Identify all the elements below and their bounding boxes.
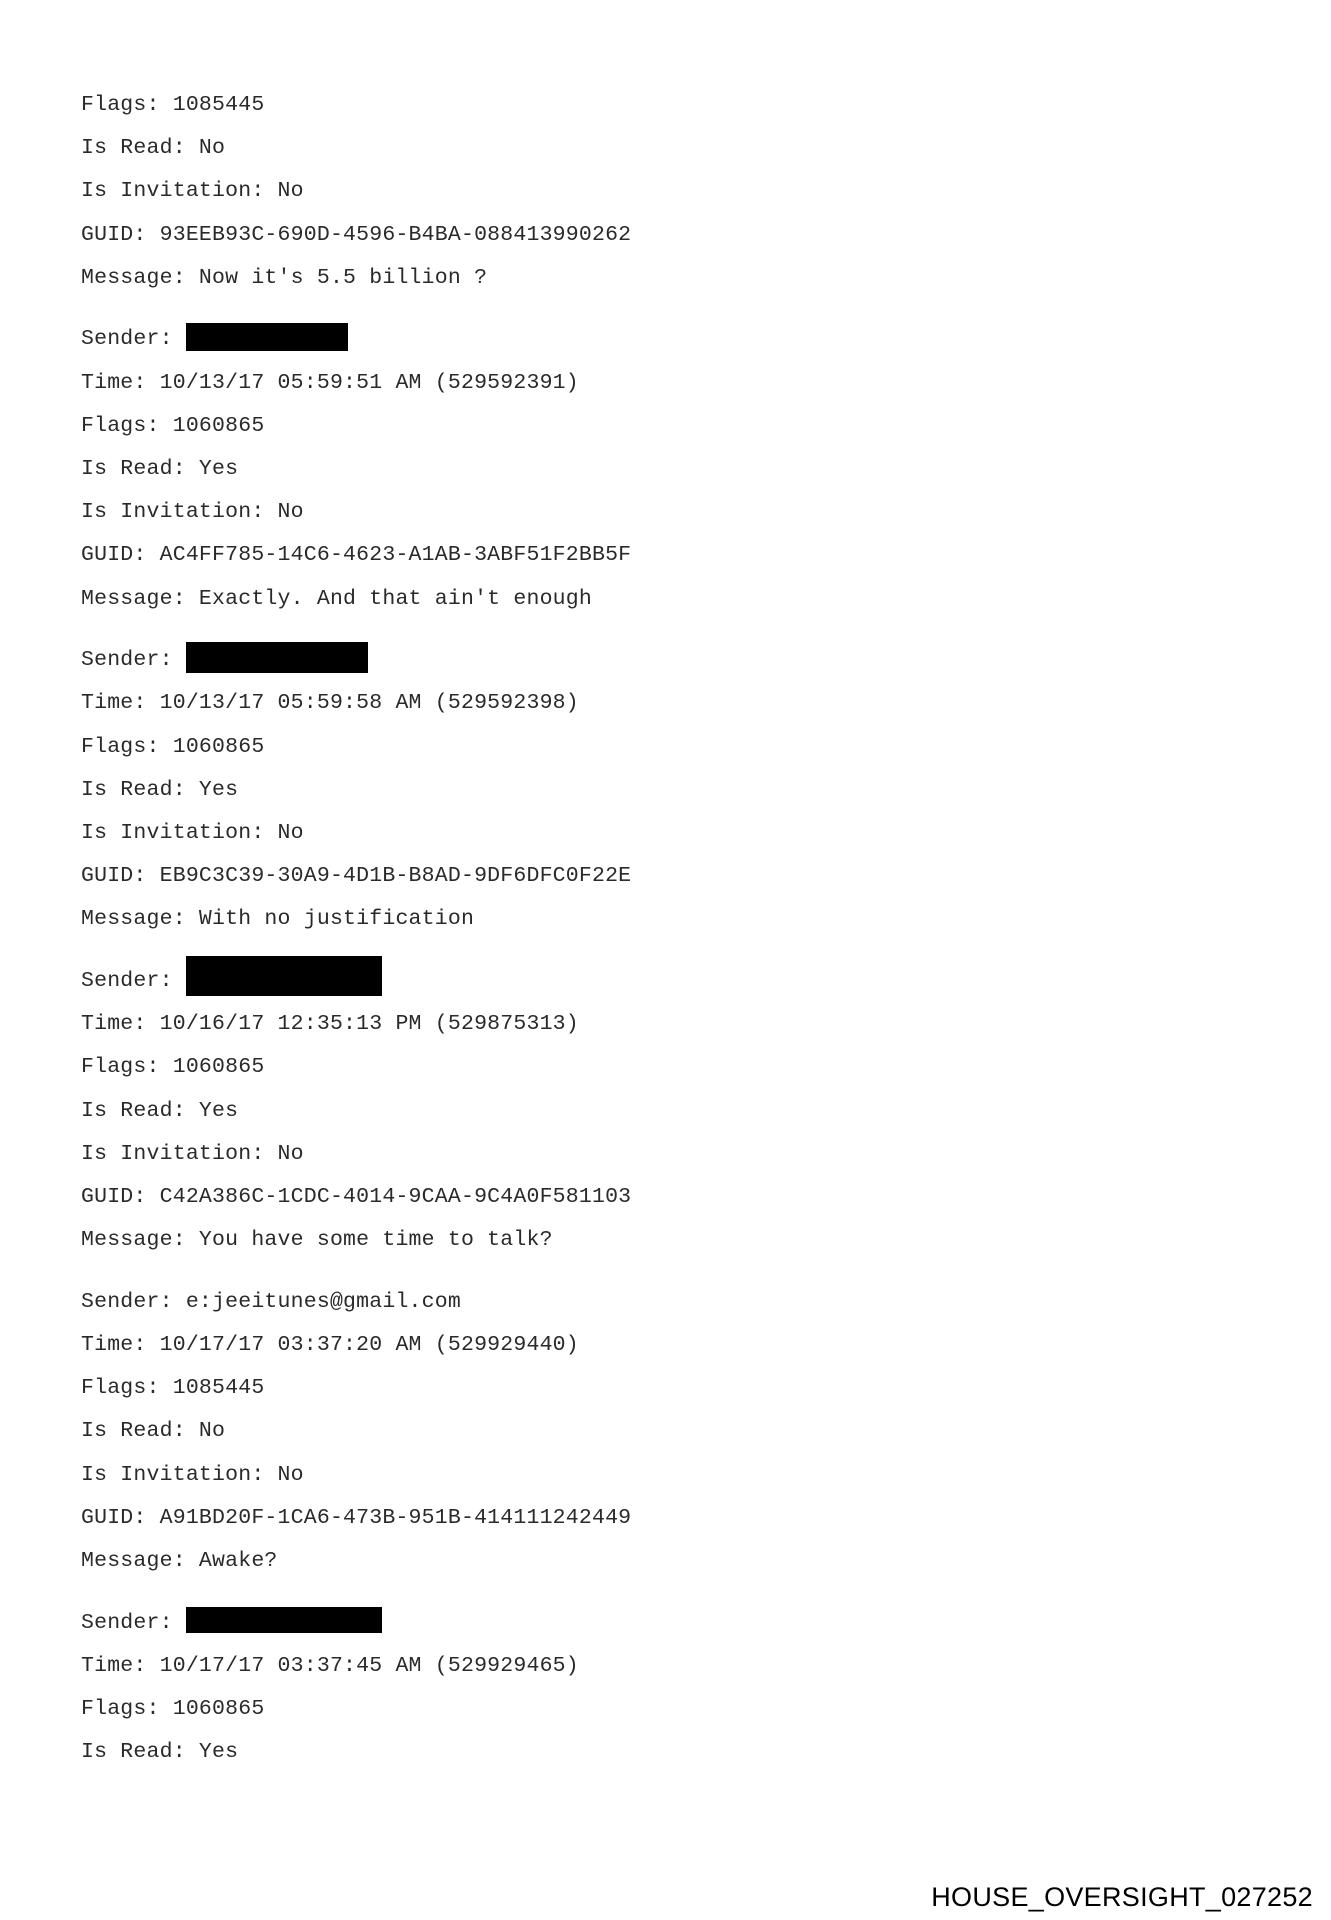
sender-label: Sender:: [81, 969, 186, 994]
sender-line: [81, 318, 1281, 361]
is-invitation-line: Is Invitation: No: [81, 821, 304, 845]
record-gap: [81, 1262, 1281, 1281]
time-line: Time: 10/17/17 03:37:45 AM (529929465): [81, 1653, 579, 1678]
message-line: Message: With no justification: [81, 907, 475, 932]
message-line: Message: Awake?: [81, 1549, 278, 1573]
is-read-line: Is Read: No: [81, 136, 226, 161]
flags-line: Flags: 1085445: [81, 93, 265, 117]
flags-line: Flags: 1060865: [81, 1697, 265, 1722]
time-line: Time: 10/13/17 05:59:58 AM (529592398): [81, 691, 579, 716]
is-invitation-line: Is Invitation: No: [81, 1462, 304, 1487]
record-gap: [81, 1583, 1281, 1602]
record-gap: [81, 300, 1281, 319]
sender-label: Sender:: [81, 1610, 186, 1635]
record-gap: [81, 621, 1281, 640]
time-line: Time: 10/17/17 03:37:20 AM (529929440): [81, 1333, 579, 1358]
bates-number: HOUSE_OVERSIGHT_027252: [931, 1882, 1313, 1912]
guid-line: GUID: AC4FF785-14C6-4623-A1AB-3ABF51F2BB5F: [81, 543, 632, 568]
redaction-box: [186, 323, 348, 351]
guid-line: GUID: C42A386C-1CDC-4014-9CAA-9C4A0F581103: [81, 1185, 632, 1209]
sender-label: Sender:: [81, 648, 186, 673]
time-line: Time: 10/16/17 12:35:13 PM (529875313): [81, 1012, 579, 1037]
is-invitation-line: Is Invitation: No: [81, 179, 304, 204]
is-read-line: Is Read: Yes: [81, 1740, 239, 1765]
message-log: [81, 84, 1281, 1774]
flags-line: Flags: 1060865: [81, 734, 265, 759]
sender-line: Sender: e:jeeitunes@gmail.com: [81, 1289, 461, 1314]
redaction-box: [186, 956, 382, 996]
guid-line: GUID: A91BD20F-1CA6-473B-951B-414111242449: [81, 1505, 632, 1530]
guid-line: GUID: EB9C3C39-30A9-4D1B-B8AD-9DF6DFC0F22E: [81, 864, 632, 889]
message-line: Message: Now it's 5.5 billion ?: [81, 265, 488, 290]
redaction-box: [186, 1607, 382, 1633]
message-line: Message: You have some time to talk?: [81, 1228, 553, 1253]
is-read-line: Is Read: Yes: [81, 1098, 239, 1123]
sender-label: Sender:: [81, 327, 186, 352]
sender-line: [81, 1602, 1281, 1645]
time-line: Time: 10/13/17 05:59:51 AM (529592391): [81, 370, 579, 395]
flags-line: Flags: 1085445: [81, 1376, 265, 1401]
is-invitation-line: Is Invitation: No: [81, 500, 304, 525]
sender-line: [81, 639, 1281, 682]
guid-line: GUID: 93EEB93C-690D-4596-B4BA-088413990262: [81, 222, 632, 247]
flags-line: Flags: 1060865: [81, 413, 265, 438]
sender-line: [81, 960, 1281, 1003]
redaction-box: [186, 642, 368, 673]
is-invitation-line: Is Invitation: No: [81, 1141, 304, 1166]
is-read-line: Is Read: Yes: [81, 777, 239, 802]
flags-line: Flags: 1060865: [81, 1055, 265, 1080]
is-read-line: Is Read: No: [81, 1419, 226, 1444]
message-line: Message: Exactly. And that ain't enough: [81, 586, 592, 611]
is-read-line: Is Read: Yes: [81, 457, 239, 481]
